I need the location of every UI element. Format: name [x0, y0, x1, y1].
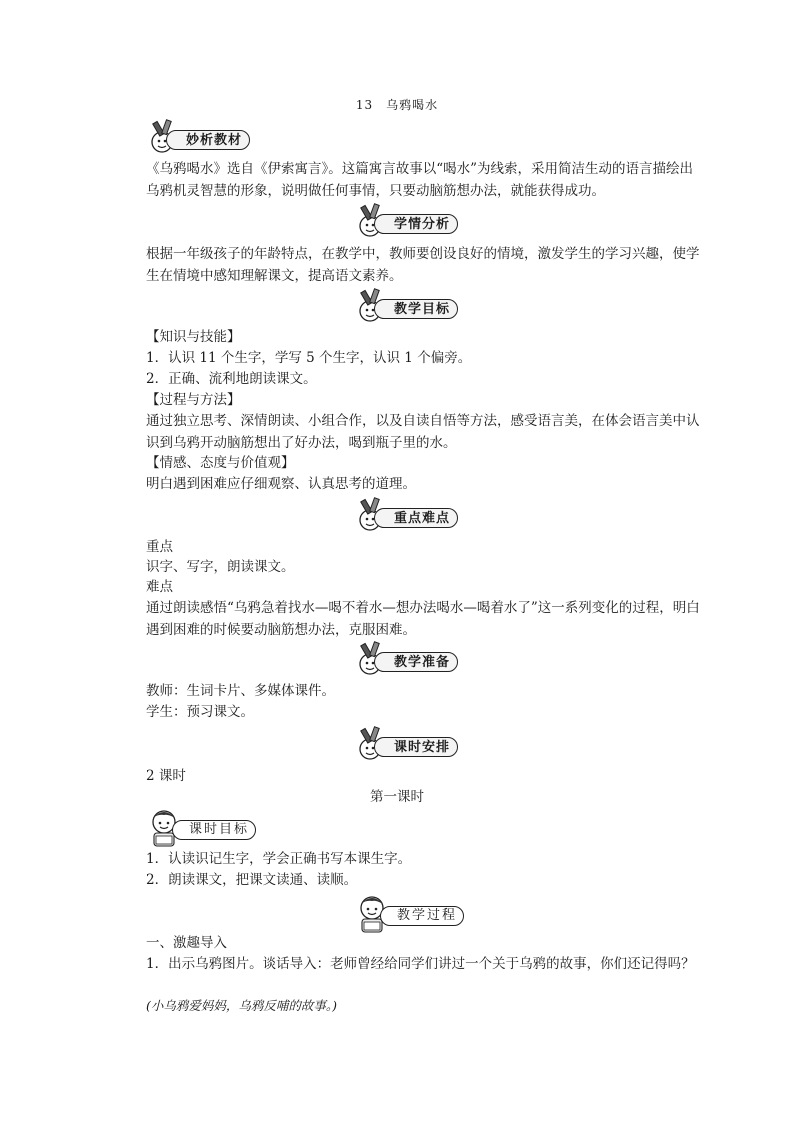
section-badge-schedule [354, 725, 458, 765]
section-label: 教学过程 [380, 906, 464, 926]
section-label: 教学准备 [374, 652, 458, 672]
process-text: 通过独立思考、深情朗读、小组合作，以及自读自悟等方法，感受语言美，在体会语言美中认识到乌鸦开动脑筋想出了好办法，喝到瓶子里的水。 [146, 413, 700, 451]
process-step-1: 1．出示乌鸦图片。谈话导入：老师曾经给同学们讲过一个关于乌鸦的故事，你们还记得吗？ [146, 956, 695, 972]
section-badge-situation [354, 202, 458, 242]
lesson-heading: 第一课时 [370, 789, 424, 805]
process-heading: 【过程与方法】 [146, 392, 241, 408]
section-label: 教学目标 [374, 299, 458, 319]
lesson-process-badge [354, 892, 464, 932]
prep-teacher: 教师：生词卡片、多媒体课件。 [146, 683, 335, 699]
process-step-heading: 一、激趣导入 [146, 935, 227, 951]
section-label: 课时安排 [374, 737, 458, 757]
lesson-goal-2: 2．朗读课文，把课文读通、读顺。 [146, 872, 358, 888]
section-badge-prep [354, 640, 458, 680]
lesson-goal-badge [146, 806, 256, 846]
section-label: 重点难点 [374, 508, 458, 528]
process-step-1-answer: (小乌鸦爱妈妈，乌鸦反哺的故事。) [146, 998, 338, 1013]
key-text: 识字、写字，朗读课文。 [146, 559, 295, 575]
section-label: 妙析教材 [166, 130, 250, 150]
knowledge-heading: 【知识与技能】 [146, 329, 241, 345]
key-heading: 重点 [146, 539, 173, 555]
section-label: 课时目标 [172, 820, 256, 840]
schedule-text: 2 课时 [146, 768, 186, 784]
knowledge-item-1: 1．认识 11 个生字，学写 5 个生字，认识 1 个偏旁。 [146, 350, 472, 366]
knowledge-item-2: 2．正确、流利地朗读课文。 [146, 371, 317, 387]
emotion-heading: 【情感、态度与价值观】 [146, 455, 295, 471]
emotion-text: 明白遇到困难应仔细观察、认真思考的道理。 [146, 476, 416, 492]
lesson-title: 13 乌鸦喝水 [355, 98, 439, 112]
section-badge-keypoints [354, 496, 458, 536]
lesson-goal-1: 1．认读识记生字，学会正确书写本课生字。 [146, 851, 412, 867]
section-badge-goals [354, 287, 458, 327]
analysis-paragraph: 《乌鸦喝水》选自《伊索寓言》。这篇寓言故事以“喝水”为线索，采用简洁生动的语言描绘出乌鸦机灵智慧的形象，说明做任何事情，只要动脑筋想办法，就能获得成功。 [146, 161, 694, 199]
situation-paragraph: 根据一年级孩子的年龄特点，在教学中，教师要创设良好的情境，激发学生的学习兴趣，使学生在情境中感知理解课文，提高语文素养。 [146, 246, 700, 284]
section-badge-analysis [146, 118, 250, 158]
prep-student: 学生：预习课文。 [146, 704, 254, 720]
section-label: 学情分析 [374, 214, 458, 234]
difficulty-heading: 难点 [146, 579, 173, 595]
difficulty-text: 通过朗读感悟“乌鸦急着找水—喝不着水—想办法喝水—喝着水了”这一系列变化的过程，明白遇到困难的时候要动脑筋想办法，克服困难。 [146, 600, 700, 638]
